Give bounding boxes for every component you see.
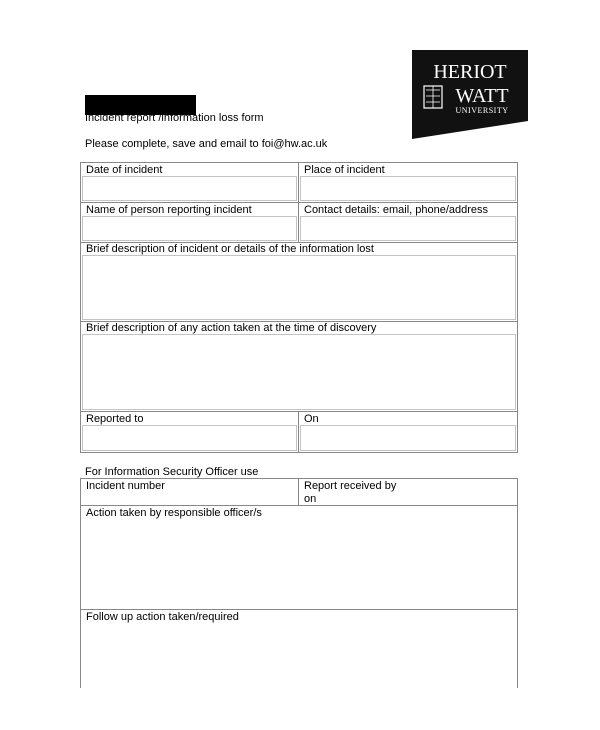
reported-to-label: Reported to <box>86 413 144 425</box>
date-of-incident-label: Date of incident <box>86 164 163 176</box>
date-of-incident-field[interactable] <box>82 176 297 201</box>
action-taken-field[interactable] <box>82 334 516 410</box>
incident-number-label: Incident number <box>86 480 165 492</box>
officer-section-heading: For Information Security Officer use <box>85 466 259 478</box>
on-date-field[interactable] <box>300 425 516 451</box>
reported-to-field[interactable] <box>82 425 297 451</box>
table-border-bottom <box>80 452 518 453</box>
table-border-top <box>80 162 518 163</box>
officer-table-col-divider <box>298 478 299 506</box>
logo-line-1: HERIOT <box>433 61 507 83</box>
place-of-incident-label: Place of incident <box>304 164 385 176</box>
table-line <box>80 202 518 203</box>
place-of-incident-field[interactable] <box>300 176 516 201</box>
on-label: On <box>304 413 319 425</box>
heriot-watt-logo <box>412 50 528 139</box>
table-line <box>80 411 518 412</box>
officer-action-label: Action taken by responsible officer/s <box>86 507 262 519</box>
officer-table-border-top <box>80 478 518 479</box>
table-col-divider <box>298 162 299 243</box>
reporter-name-field[interactable] <box>82 216 297 241</box>
form-title: Incident report /information loss form <box>85 112 264 124</box>
contact-details-label: Contact details: email, phone/address <box>304 204 489 216</box>
incident-description-label: Brief description of incident or details of the information lost <box>86 243 374 255</box>
contact-details-field[interactable] <box>300 216 516 241</box>
officer-table-border-left <box>80 478 81 688</box>
incident-description-field[interactable] <box>82 255 516 320</box>
officer-table-border-right <box>517 478 518 688</box>
report-received-on-label: on <box>304 493 317 505</box>
officer-table-line <box>80 609 518 610</box>
logo-line-3: UNIVERSITY <box>455 106 509 115</box>
table-col-divider <box>298 411 299 453</box>
officer-table-line <box>80 505 518 506</box>
table-border-right <box>517 162 518 453</box>
reporter-name-label: Name of person reporting incident <box>86 204 252 216</box>
action-taken-label: Brief description of any action taken at the time of discovery <box>86 322 377 334</box>
report-received-label: Report received by <box>304 480 397 492</box>
instruction-text: Please complete, save and email to foi@hw.ac.uk <box>85 138 328 150</box>
follow-up-label: Follow up action taken/required <box>86 611 239 623</box>
table-border-left <box>80 162 81 453</box>
logo-line-2: WATT <box>455 85 509 107</box>
